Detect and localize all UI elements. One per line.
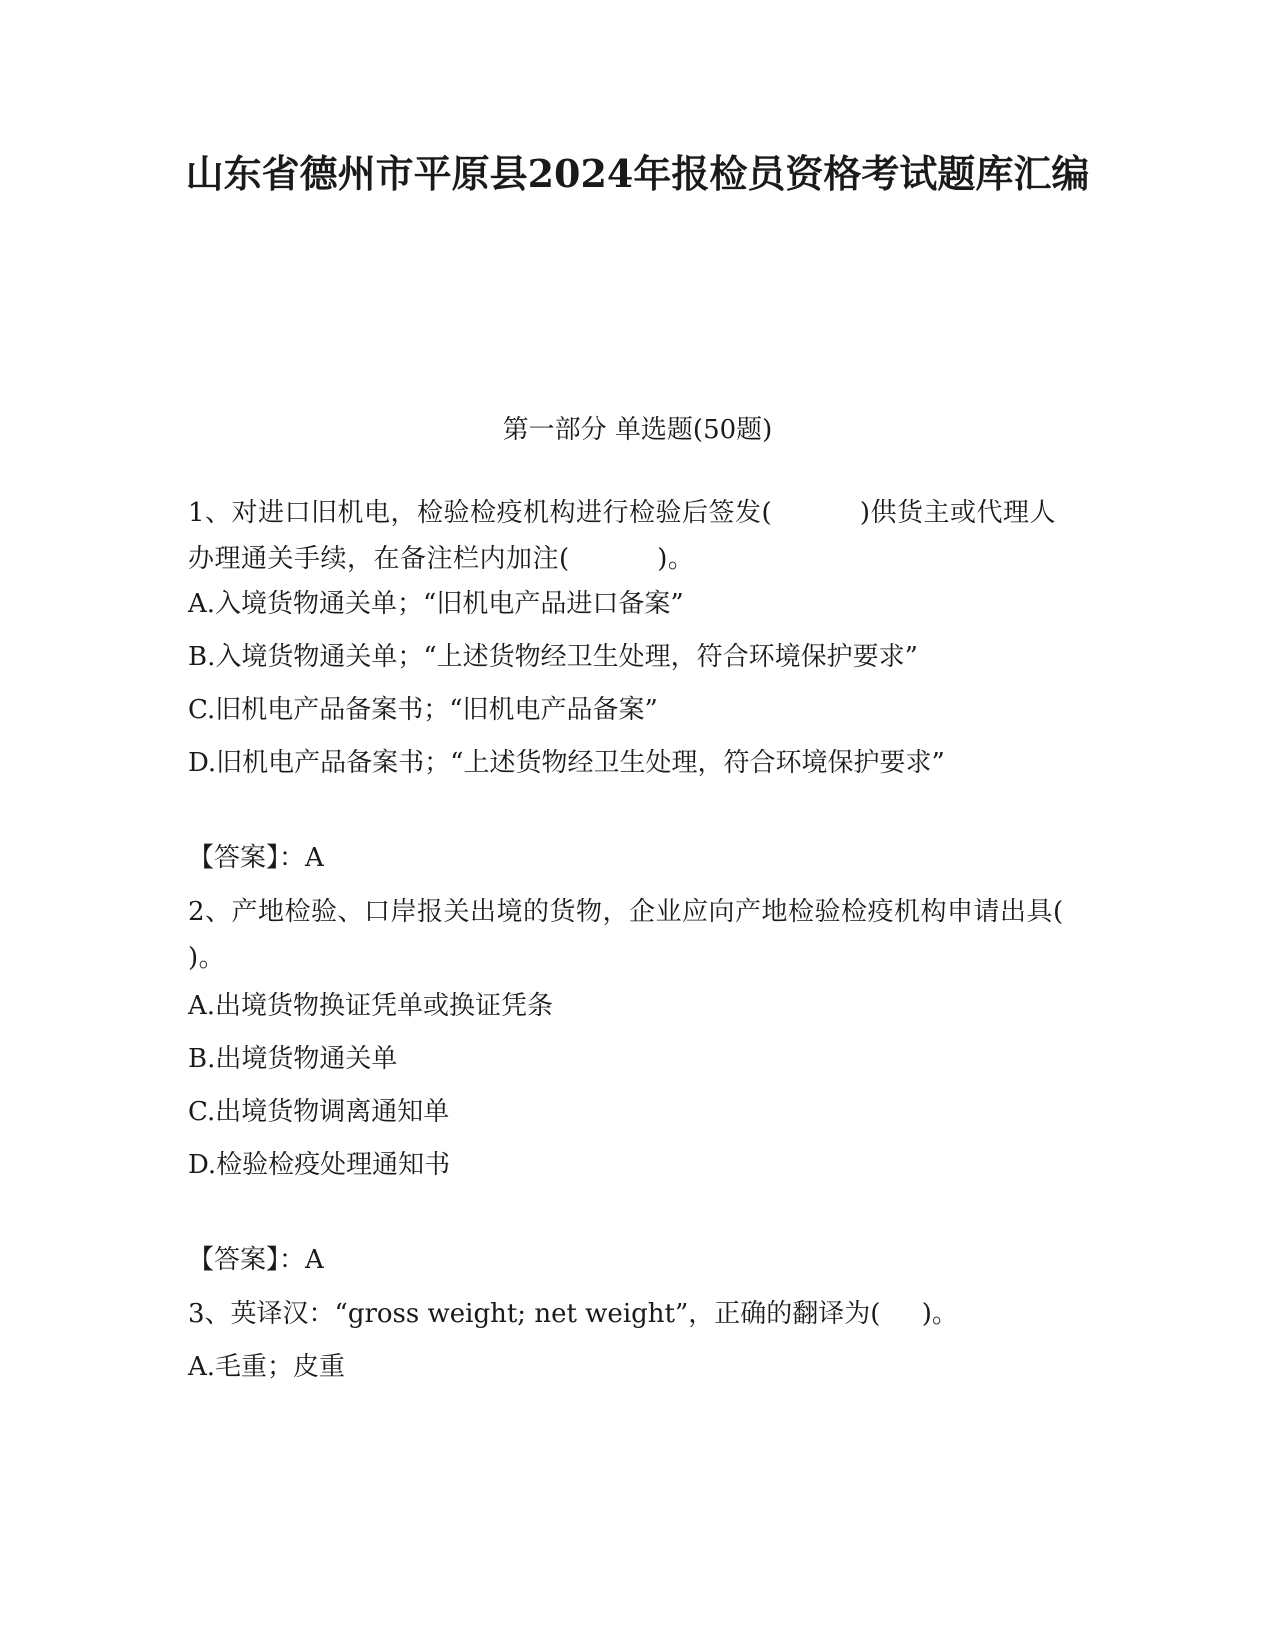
answer-label: 【答案】：A <box>188 1245 324 1275</box>
question-stem: 1、对进口旧机电，检验检疫机构进行检验后签发( )供货主或代理人办理通关手续，在备注栏内加注( )。 <box>188 498 1056 574</box>
question-stem: 2、产地检验、口岸报关出境的货物，企业应向产地检验检疫机构申请出具( )。 <box>188 897 1117 973</box>
question-option: C.旧机电产品备案书；“旧机电产品备案” <box>188 695 658 725</box>
question-stem: 3、英译汉：“gross weight; net weight”，正确的翻译为( )。 <box>188 1299 958 1329</box>
question-option: D.检验检疫处理通知书 <box>188 1150 451 1180</box>
answer-label: 【答案】：A <box>188 843 324 873</box>
question-option: A.入境货物通关单；“旧机电产品进口备案” <box>188 589 684 619</box>
question-option: B.出境货物通关单 <box>188 1044 398 1074</box>
question-option: A.出境货物换证凭单或换证凭条 <box>188 991 554 1021</box>
question-option: C.出境货物调离通知单 <box>188 1097 450 1127</box>
section-heading: 第一部分 单选题(50题) <box>502 415 773 445</box>
document-title: 山东省德州市平原县2024年报检员资格考试题库汇编 <box>185 151 1090 196</box>
question-option: A.毛重；皮重 <box>188 1352 346 1382</box>
question-option: B.入境货物通关单；“上述货物经卫生处理，符合环境保护要求” <box>188 642 918 672</box>
question-option: D.旧机电产品备案书；“上述货物经卫生处理，符合环境保护要求” <box>188 748 945 778</box>
